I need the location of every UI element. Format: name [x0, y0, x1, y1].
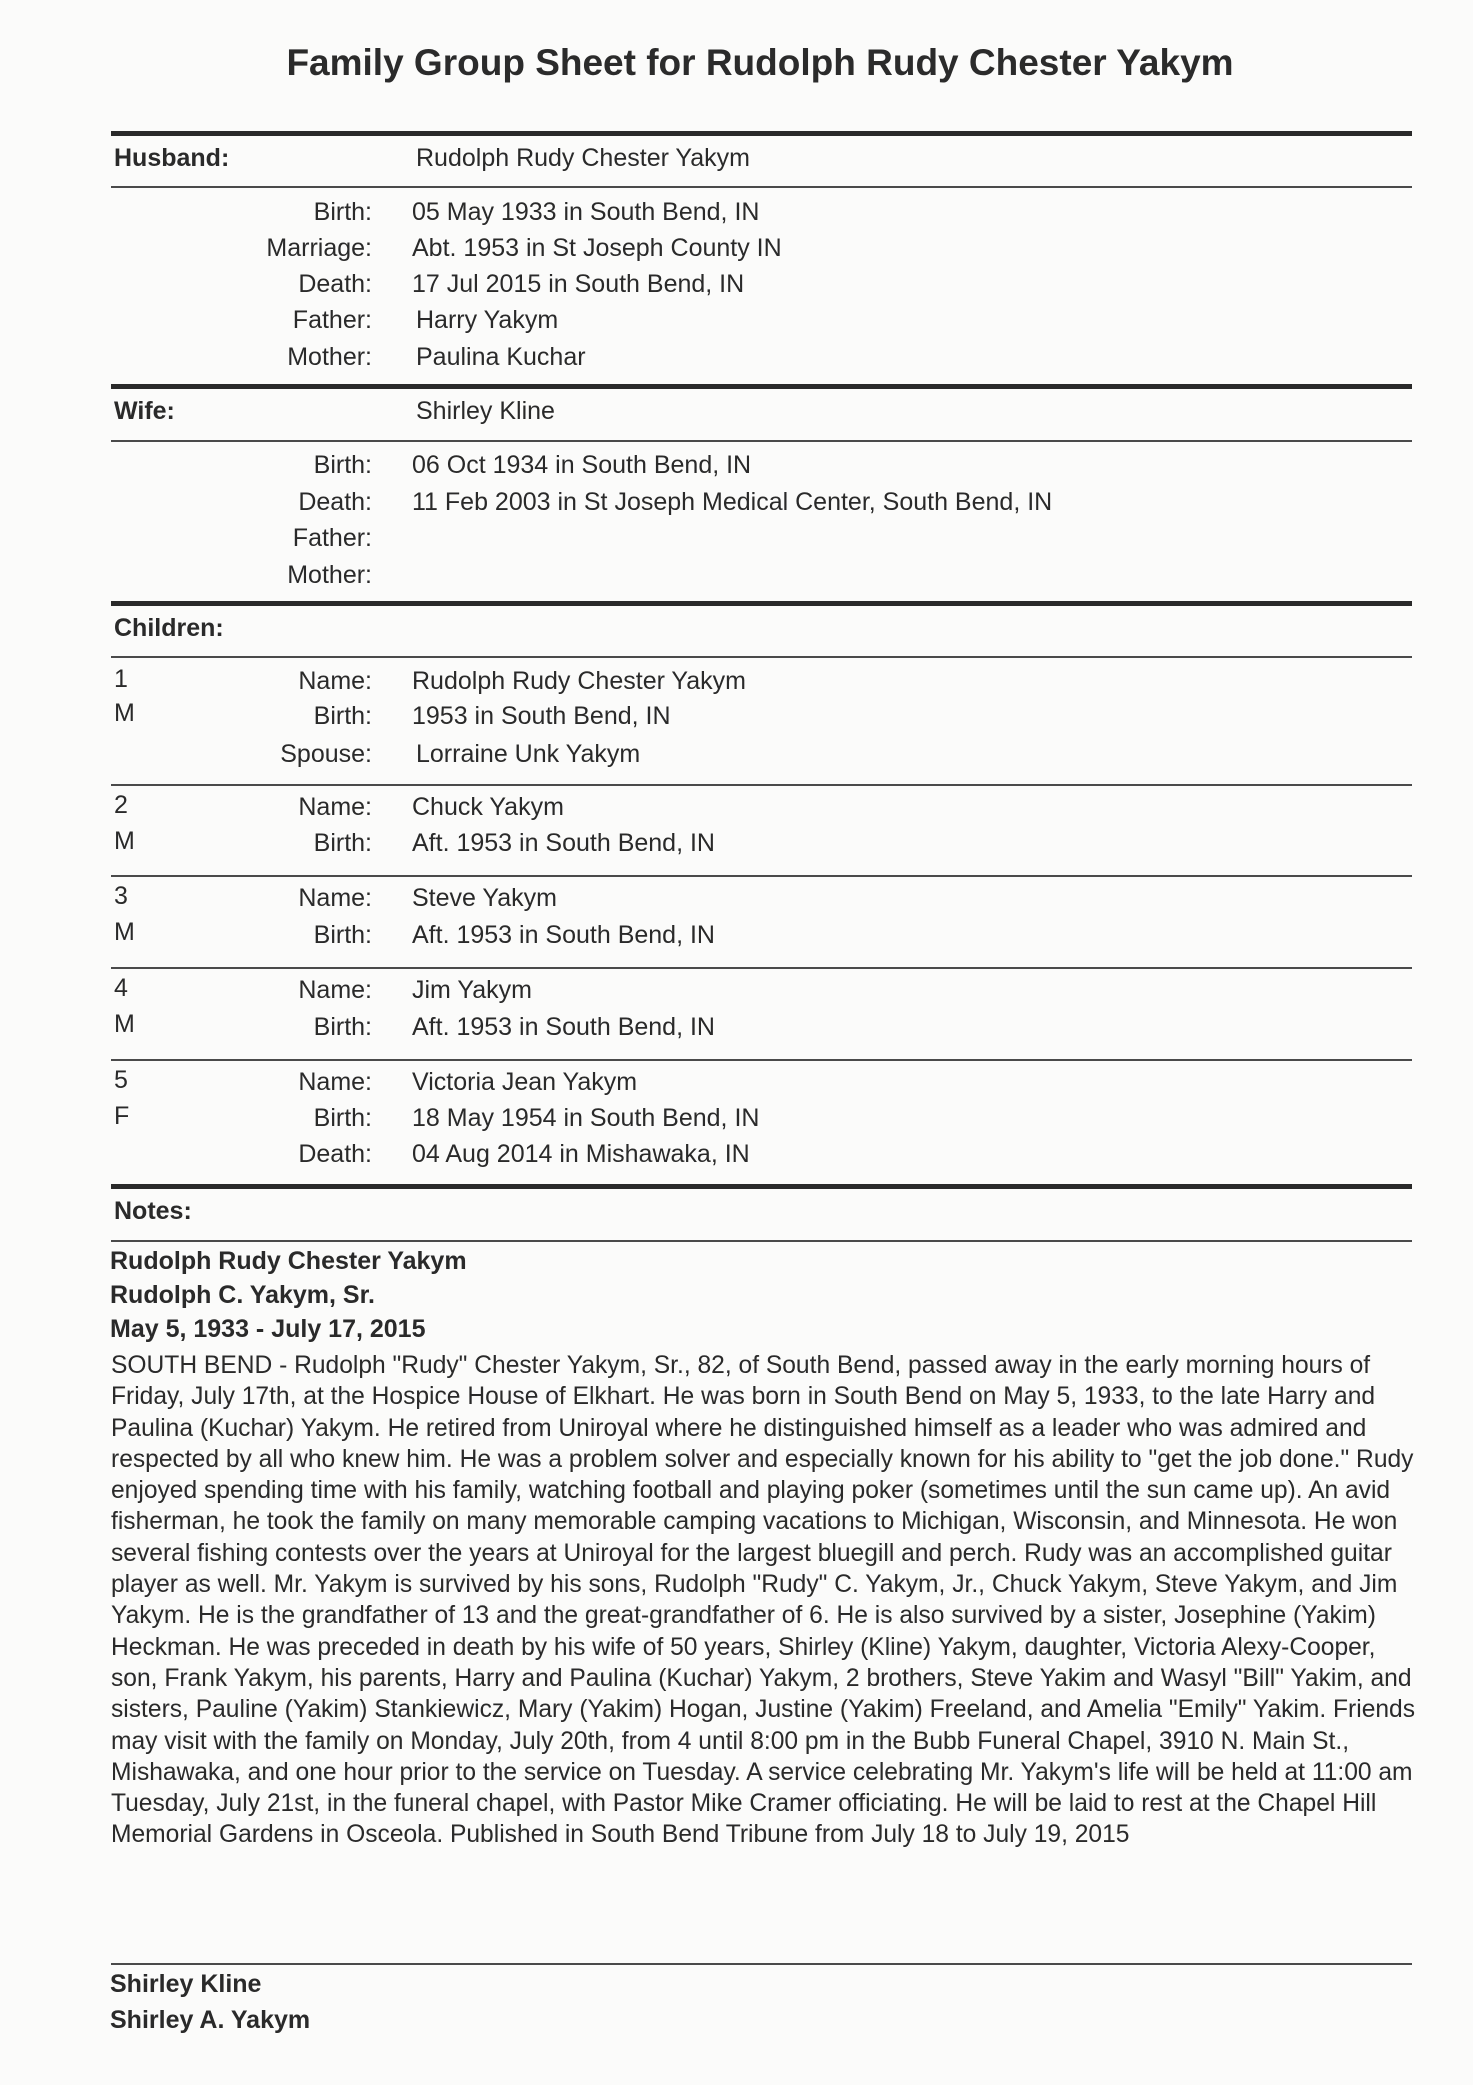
child-name-value: Steve Yakym	[412, 884, 557, 912]
wife-name: Shirley Kline	[416, 397, 555, 425]
husband-father-value: Harry Yakym	[416, 306, 559, 334]
divider	[111, 131, 1412, 136]
child-name-label: Name:	[298, 884, 372, 912]
divider	[111, 1963, 1412, 1965]
child-birth-label: Birth:	[313, 829, 372, 857]
child-sex: M	[114, 699, 135, 727]
child-death-value: 04 Aug 2014 in Mishawaka, IN	[412, 1140, 750, 1168]
husband-marriage-value: Abt. 1953 in St Joseph County IN	[412, 234, 782, 262]
divider	[111, 1059, 1412, 1061]
notes-heading: Notes:	[114, 1197, 192, 1225]
child-name-label: Name:	[298, 667, 372, 695]
husband-marriage-label: Marriage:	[266, 234, 372, 262]
divider	[111, 186, 1412, 188]
child-spouse-value: Lorraine Unk Yakym	[416, 740, 641, 768]
child-death-label: Death:	[298, 1140, 372, 1168]
husband-mother-value: Paulina Kuchar	[416, 343, 586, 371]
child-name-label: Name:	[298, 1068, 372, 1096]
child-birth-label: Birth:	[313, 1104, 372, 1132]
child-spouse-label: Spouse:	[280, 740, 372, 768]
child-number: 3	[114, 882, 128, 910]
child-name-value: Jim Yakym	[412, 976, 532, 1004]
divider	[111, 967, 1412, 969]
page-title: Family Group Sheet for Rudolph Rudy Chester Yakym	[286, 42, 1234, 83]
husband-birth-value: 05 May 1933 in South Bend, IN	[412, 198, 760, 226]
husband-name: Rudolph Rudy Chester Yakym	[416, 144, 750, 172]
child-birth-value: 18 May 1954 in South Bend, IN	[412, 1104, 760, 1132]
child-number: 2	[114, 791, 128, 819]
child-birth-label: Birth:	[313, 921, 372, 949]
wife-death-value: 11 Feb 2003 in St Joseph Medical Center, South Bend, IN	[412, 488, 1053, 516]
child-birth-value: Aft. 1953 in South Bend, IN	[412, 921, 715, 949]
husband-death-label: Death:	[298, 270, 372, 298]
divider	[111, 784, 1412, 786]
child-number: 5	[114, 1066, 128, 1094]
wife-birth-value: 06 Oct 1934 in South Bend, IN	[412, 451, 752, 479]
wife-death-label: Death:	[298, 488, 372, 516]
child-name-label: Name:	[298, 976, 372, 1004]
obituary-text: SOUTH BEND - Rudolph "Rudy" Chester Yakym, Sr., 82, of South Bend, passed away in the early morning hours of Friday, July 17th, at the Hospice House of Elkhart. He was born in South Bend on May 5, 1933, to the late Harry and Paulina (Kuchar) Yakym. He retired from Uniroyal where he distinguished himself as a leader who was admired and respected by all who knew him. He was a problem solver and especially known for his ability to "get the job done." Rudy enjoyed spending time with his family, watching football and playing poker (sometimes until the sun came up). An avid fisherman, he took the family on many memorable camping vacations to Michigan, Wisconsin, and Minnesota. He won several fishing contests over the years at Uniroyal for the largest bluegill and perch. Rudy was an accomplished guitar player as well. Mr. Yakym is survived by his sons, Rudolph "Rudy" C. Yakym, Jr., Chuck Yakym, Steve Yakym, and Jim Yakym. He is the grandfather of 13 and the great-grandfather of 6. He is also survived by a sister, Josephine (Yakim) Heckman. He was preceded in death by his wife of 50 years, Shirley (Kline) Yakym, daughter, Victoria Alexy-Cooper, son, Frank Yakym, his parents, Harry and Paulina (Kuchar) Yakym, 2 brothers, Steve Yakim and Wasyl "Bill" Yakim, and sisters, Pauline (Yakim) Stankiewicz, Mary (Yakim) Hogan, Justine (Yakim) Freeland, and Amelia "Emily" Yakim. Friends may visit with the family on Monday, July 20th, from 4 until 8:00 pm in the Bubb Funeral Chapel, 3910 N. Main St., Mishawaka, and one hour prior to the service on Tuesday. A service celebrating Mr. Yakym's life will be held at 11:00 am Tuesday, July 21st, in the funeral chapel, with Pastor Mike Cramer officiating. He will be laid to rest at the Chapel Hill Memorial Gardens in Osceola. Published in South Bend Tribune from July 18 to July 19, 2015	[111, 1352, 1416, 1849]
child-birth-label: Birth:	[313, 1013, 372, 1041]
child-birth-label: Birth:	[313, 702, 372, 730]
child-sex: M	[114, 827, 135, 855]
divider	[111, 601, 1412, 606]
child-name-value: Rudolph Rudy Chester Yakym	[412, 667, 746, 695]
notes-husband-name: Rudolph Rudy Chester Yakym	[110, 1247, 467, 1275]
child-sex: M	[114, 918, 135, 946]
child-birth-value: Aft. 1953 in South Bend, IN	[412, 829, 715, 857]
notes-husband-alias: Rudolph C. Yakym, Sr.	[110, 1281, 375, 1309]
husband-father-label: Father:	[292, 306, 372, 334]
children-heading: Children:	[114, 614, 224, 642]
husband-mother-label: Mother:	[287, 343, 372, 371]
notes-wife-name: Shirley Kline	[110, 1970, 262, 1998]
child-number: 1	[114, 665, 128, 693]
wife-father-label: Father:	[292, 524, 372, 552]
notes-husband-dates: May 5, 1933 - July 17, 2015	[110, 1315, 426, 1343]
divider	[111, 1184, 1412, 1189]
wife-mother-label: Mother:	[287, 561, 372, 589]
wife-birth-label: Birth:	[313, 451, 372, 479]
child-name-value: Victoria Jean Yakym	[412, 1068, 638, 1096]
husband-death-value: 17 Jul 2015 in South Bend, IN	[412, 270, 745, 298]
divider	[111, 875, 1412, 877]
wife-heading: Wife:	[114, 397, 175, 425]
child-birth-value: 1953 in South Bend, IN	[412, 702, 671, 730]
child-number: 4	[114, 974, 128, 1002]
divider	[111, 440, 1412, 442]
child-name-value: Chuck Yakym	[412, 793, 564, 821]
child-sex: M	[114, 1010, 135, 1038]
child-birth-value: Aft. 1953 in South Bend, IN	[412, 1013, 715, 1041]
divider	[111, 1240, 1412, 1242]
notes-wife-alias: Shirley A. Yakym	[110, 2006, 311, 2034]
divider	[111, 384, 1412, 389]
divider	[111, 656, 1412, 658]
husband-birth-label: Birth:	[313, 198, 372, 226]
child-name-label: Name:	[298, 793, 372, 821]
child-sex: F	[114, 1102, 130, 1130]
husband-heading: Husband:	[114, 144, 230, 172]
